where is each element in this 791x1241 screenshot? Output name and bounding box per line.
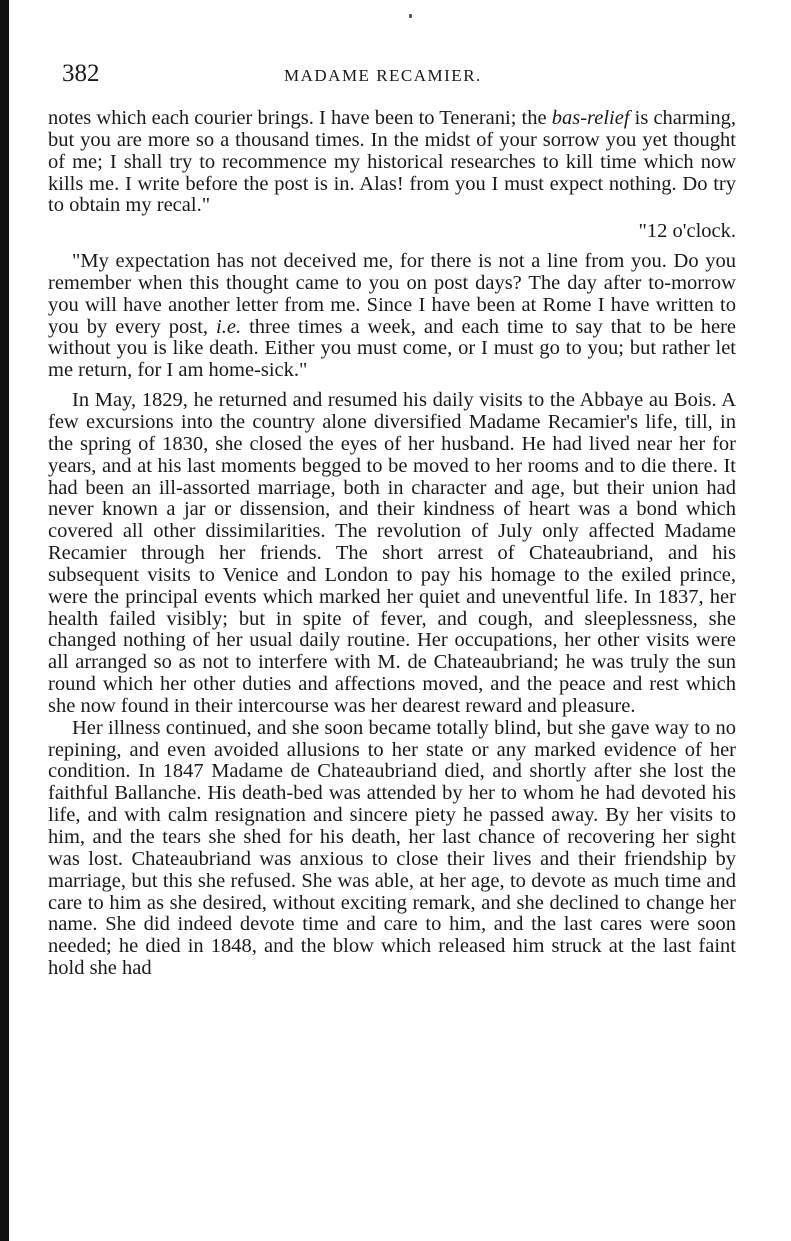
- page-header: [62, 60, 742, 88]
- italic-bas-relief: bas-relief: [551, 107, 630, 129]
- print-speck: [409, 14, 412, 18]
- dateline: "12 o'clock.: [638, 220, 736, 243]
- narrative-paragraph-1: In May, 1829, he returned and resumed his daily visits to the Abbaye au Bois. A few excursions into the country alone diversified Madame Recamier's life, till, in the spring of 1830, she closed the eyes of her husband. He had lived near her for years, and at his last moments begged to be moved to her rooms and to die there. It had been an ill-assorted marriage, both in character and age, but their union had never known a jar or dissension, and their kindness of heart was a bond which covered all other dissimilarities. The revolution of July only affected Madame Recamier through her friends. The short arrest of Chateaubriand, and his subsequent visits to Venice and London to pay his homage to the exiled prince, were the principal events which marked her quiet and uneventful life. In 1837, her health failed visibly; but in spite of fever, and cough, and sleeplessness, she changed nothing of her usual daily routine. Her occupations, her other visits were all arranged so as not to interfere with M. de Chateaubriand; he was truly the sun round which her other duties and affections moved, and the peace and rest which she now found in their intercourse was her dearest reward and pleasure.: [48, 389, 736, 717]
- letter-excerpt-1-line1: notes which each courier brings. I have been to Tenerani; the: [48, 107, 547, 129]
- running-title: MADAME RECAMIER.: [284, 66, 482, 85]
- italic-ie: i.e.: [216, 315, 242, 338]
- letter-excerpt-2-part2: three times a week, and each time to say that to be here without you is like death. Either you must come, or I must go to you; but rather let me return, for I am home-sick.": [48, 315, 736, 382]
- page-body: [48, 108, 736, 980]
- letter-excerpt-2: [48, 251, 736, 382]
- page-edge-shadow: [0, 0, 9, 1241]
- page-number: 382: [62, 60, 100, 87]
- letter-excerpt-2-part1: "My expectation has not deceived me, for there is not a line from you. Do you remember when this thought came to you on post days? The day after to-morrow you will have another letter from me. Since I have been at Rome I have written to you by every post,: [48, 250, 736, 338]
- letter-excerpt-1-rest: is charming, but you are more so a thousand times. In the midst of your sorrow you yet thought of me; I shall try to recommence my historical researches to kill time which now kills me. I write before the post is in. Alas! from you I must expect nothing. Do try to obtain my recal.": [48, 107, 737, 217]
- narrative-paragraph-2: Her illness continued, and she soon became totally blind, but she gave way to no repining, and even avoided allusions to her state or any marked evidence of her condition. In 1847 Madame de Chateaubriand died, and shortly after she lost the faithful Ballanche. His death-bed was attended by her to whom he had devoted his life, and with calm resignation and sincere piety he passed away. By her visits to him, and the tears she shed for his death, her last chance of recovering her sight was lost. Chateaubriand was anxious to close their lives and their friendship by marriage, but this she refused. She was able, at her age, to devote as much time and care to him as she desired, without exciting remark, and she declined to change her name. She did indeed devote time and care to him, and the last cares were soon needed; he died in 1848, and the blow which released him struck at the last faint hold she had: [48, 716, 736, 980]
- letter-excerpt-1: [48, 108, 736, 217]
